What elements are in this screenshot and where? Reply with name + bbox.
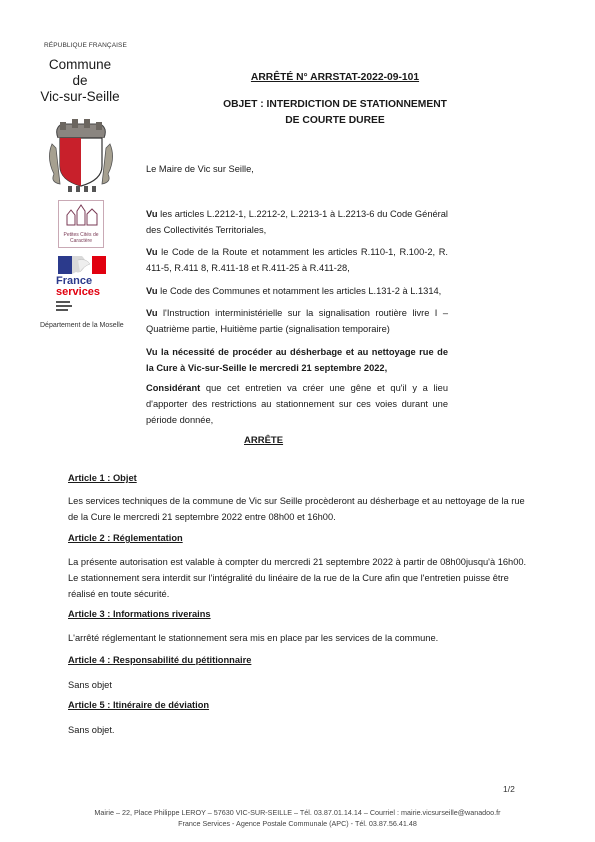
vu-paragraph-4: Vu l'Instruction interministérielle sur la signalisation routière livre I – Quatrième partie, Huitième partie (signalisation temporaire): [146, 308, 448, 334]
article-1-title: Article 1 : Objet: [68, 473, 137, 483]
petites-cites-logo: [58, 200, 104, 248]
article-2-title: Article 2 : Réglementation: [68, 533, 183, 543]
marianne-icon: [58, 254, 106, 276]
objet-line-2: DE COURTE DUREE: [285, 115, 385, 126]
considerant-paragraph: Considérant que cet entretien va créer une gêne et qu'il y a lieu d'apporter des restrictions au stationnement sur ces voies durant une période donnée,: [146, 383, 448, 425]
article-1-body: Les services techniques de la commune de Vic sur Seille procèderont au désherbage et au nettoyage de la rue de la Cure le mercredi 21 septembre 2022 entre 08h00 et 16h00.: [68, 496, 525, 522]
article-3-title: Article 3 : Informations riverains: [68, 609, 211, 619]
france-text: France: [56, 275, 93, 287]
footer-line-2: France Services - Agence Postale Communale (APC) - Tél. 03.87.56.41.48: [178, 819, 417, 828]
petites-cites-text: Petites Cités de Caractère: [63, 232, 99, 244]
france-services-subtext: [56, 301, 78, 315]
article-4-body: Sans objet: [68, 680, 112, 690]
vu-paragraph-2: Vu le Code de la Route et notamment les articles R.110-1, R.100-2, R. 411-5, R.411 8, R.411-18 et R.411-25 à R.411-28,: [146, 247, 448, 273]
objet-line-1: OBJET : INTERDICTION DE STATIONNEMENT: [223, 99, 447, 110]
article-2-body: La présente autorisation est valable à compter du mercredi 21 septembre 2022 à partir de 08h00jusqu'à 16h00. Le stationnement sera interdit sur l'intégralité du linéaire de la rue de la Cure afin que l'entretien puisse être réalisé en toute sécurité.: [68, 557, 527, 599]
services-text: services: [56, 286, 101, 298]
article-4-title: Article 4 : Responsabilité du pétitionnaire: [68, 655, 252, 665]
vu-paragraph-3: Vu le Code des Communes et notamment les articles L.131-2 à L.1314,: [146, 286, 442, 296]
article-3-body: L'arrêté réglementant le stationnement sera mis en place par les services de la commune.: [68, 633, 439, 643]
vu-paragraph-5: Vu la nécessité de procéder au désherbage et au nettoyage rue de la Cure à Vic-sur-Seille le mercredi 21 septembre 2022,: [146, 347, 448, 373]
vu-paragraph-1: Vu les articles L.2212-1, L.2212-2, L.2213-1 à L.2213-6 du Code Général des Collectivités Territoriales,: [146, 209, 448, 235]
village-icon: [59, 201, 103, 227]
departement-moselle: Département de la Moselle: [40, 322, 124, 329]
page-number: 1/2: [503, 784, 515, 794]
coat-of-arms-icon: [46, 118, 116, 194]
article-5-title: Article 5 : Itinéraire de déviation: [68, 700, 210, 710]
maire-line: Le Maire de Vic sur Seille,: [146, 164, 254, 174]
republique-francaise: RÉPUBLIQUE FRANÇAISE: [44, 42, 127, 49]
article-5-body: Sans objet.: [68, 725, 115, 735]
arrete-number: ARRÊTÉ N° ARRSTAT-2022-09-101: [250, 72, 420, 83]
footer-line-1: Mairie – 22, Place Philippe LEROY – 57630 VIC-SUR-SEILLE – Tél. 03.87.01.14.14 – Courriel : mairie.vicsurseille@wanadoo.fr: [94, 808, 501, 817]
commune-line-3: Vic-sur-Seille: [40, 89, 120, 104]
arrete-heading: ARRÊTE: [244, 435, 284, 446]
commune-line-2: de: [72, 73, 88, 88]
commune-line-1: Commune: [48, 57, 112, 72]
